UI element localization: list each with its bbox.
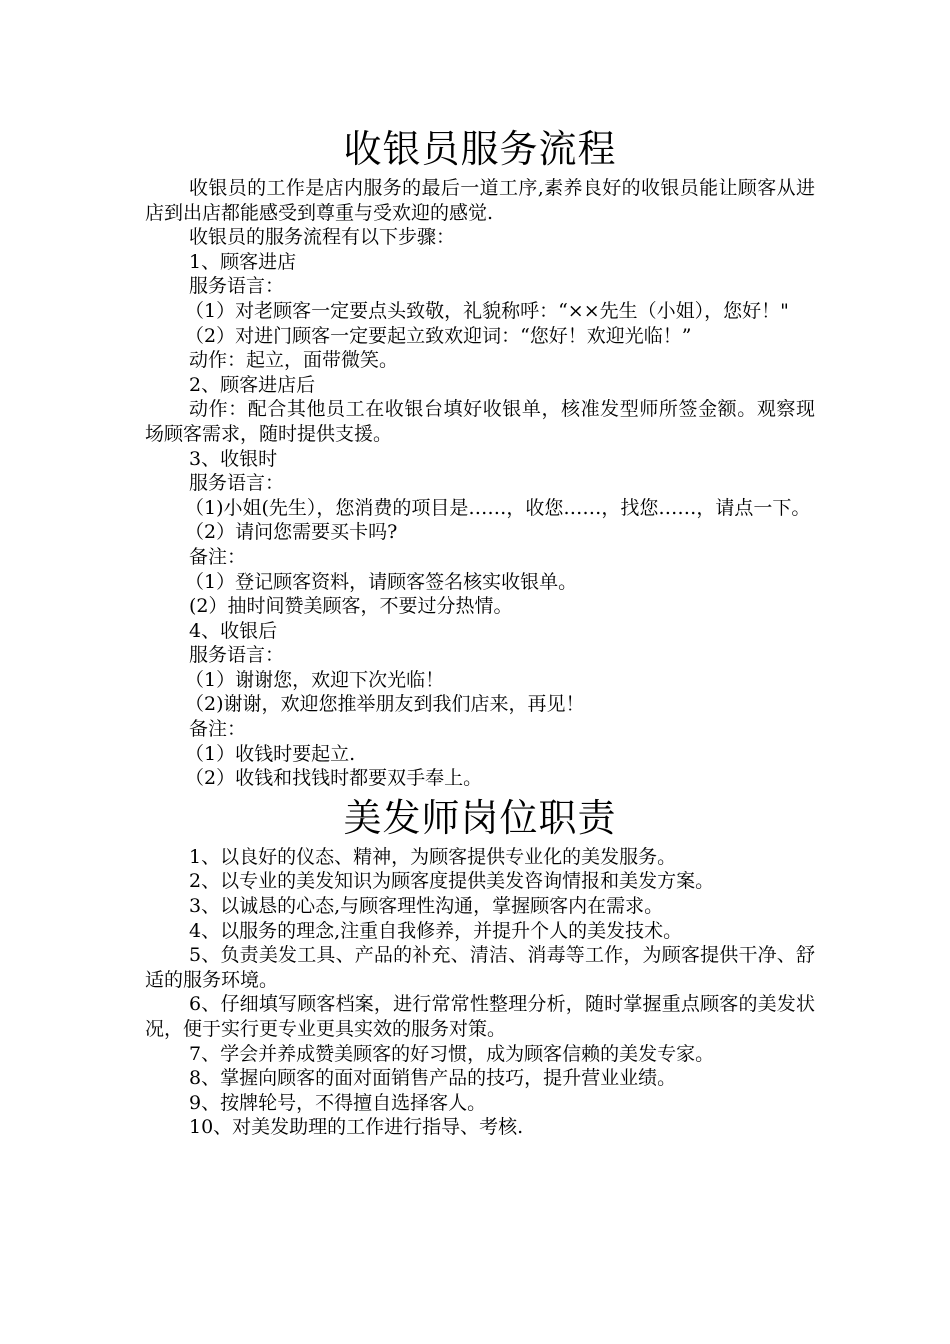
section1-paragraph: 2、顾客进店后	[189, 373, 316, 396]
section1-paragraph: 备注：	[189, 545, 247, 568]
cashier-process-body	[145, 176, 815, 791]
section1-paragraph: 4、收银后	[189, 619, 278, 642]
section1-paragraph: 动作：起立，面带微笑。	[189, 349, 399, 372]
section2-paragraph: 6、仔细填写顾客档案，进行常常性整理分析，随时掌握重点顾客的美发状况，便于实行更专业更具实效的服务对策。	[145, 993, 815, 1040]
section2-paragraph: 9、按牌轮号，不得擅自选择客人。	[189, 1091, 487, 1114]
section1-paragraph: 服务语言：	[189, 472, 285, 495]
section1-paragraph: （2）对进门顾客一定要起立致欢迎词：“您好！欢迎光临！”	[185, 324, 692, 347]
section2-paragraph: 5、负责美发工具、产品的补充、清洁、消毒等工作，为顾客提供干净、舒适的服务环境。	[145, 944, 815, 991]
section1-paragraph: 3、收银时	[189, 447, 278, 470]
section2-paragraph: 10、对美发助理的工作进行指导、考核.	[189, 1116, 524, 1139]
section1-paragraph: （1）谢谢您，欢迎下次光临！	[185, 668, 445, 691]
document-page	[145, 122, 815, 1140]
section1-paragraph: （2）收钱和找钱时都要双手奉上。	[185, 767, 483, 790]
section1-paragraph: 1、顾客进店	[189, 250, 297, 273]
section2-paragraph: 3、以诚恳的心态,与顾客理性沟通，掌握顾客内在需求。	[189, 895, 664, 918]
cashier-process-title: 收银员服务流程	[343, 127, 617, 171]
section1-paragraph: （1）对老顾客一定要点头致敬，礼貌称呼：“××先生（小姐），您好！"	[185, 299, 789, 322]
section2-paragraph: 2、以专业的美发知识为顾客度提供美发咨询情报和美发方案。	[189, 870, 715, 893]
section2-paragraph: 4、以服务的理念,注重自我修养，并提升个人的美发技术。	[189, 919, 683, 942]
section1-paragraph: （2）请问您需要买卡吗?	[185, 521, 398, 544]
section1-paragraph: (2）抽时间赞美顾客，不要过分热情。	[189, 595, 513, 618]
section2-paragraph: 8、掌握向顾客的面对面销售产品的技巧，提升营业业绩。	[189, 1067, 677, 1090]
section1-paragraph: （1）登记顾客资料，请顾客签名核实收银单。	[185, 570, 578, 593]
section1-paragraph: （2)谢谢，欢迎您推举朋友到我们店来，再见！	[185, 693, 585, 716]
section1-paragraph: 收银员的工作是店内服务的最后一道工序,素养良好的收银员能让顾客从进店到出店都能感受到尊重与受欢迎的感觉.	[145, 177, 815, 224]
section1-paragraph: 备注：	[189, 718, 247, 741]
section1-paragraph: 服务语言：	[189, 644, 285, 667]
stylist-duties-title: 美发师岗位职责	[343, 795, 617, 840]
stylist-duties-body	[145, 845, 815, 1140]
section1-paragraph: 收银员的服务流程有以下步骤：	[189, 226, 456, 249]
section2-paragraph: 1、以良好的仪态、精神，为顾客提供专业化的美发服务。	[189, 845, 677, 868]
section1-paragraph: 动作：配合其他员工在收银台填好收银单，核准发型师所签金额。观察现场顾客需求，随时提供支援。	[145, 398, 815, 445]
section1-paragraph: （1)小姐(先生），您消费的项目是……，收您……，找您……，请点一下。	[185, 496, 811, 519]
section1-paragraph: 服务语言：	[189, 275, 285, 298]
section1-paragraph: （1）收钱时要起立.	[185, 742, 356, 765]
section2-paragraph: 7、学会并养成赞美顾客的好习惯，成为顾客信赖的美发专家。	[189, 1042, 715, 1065]
